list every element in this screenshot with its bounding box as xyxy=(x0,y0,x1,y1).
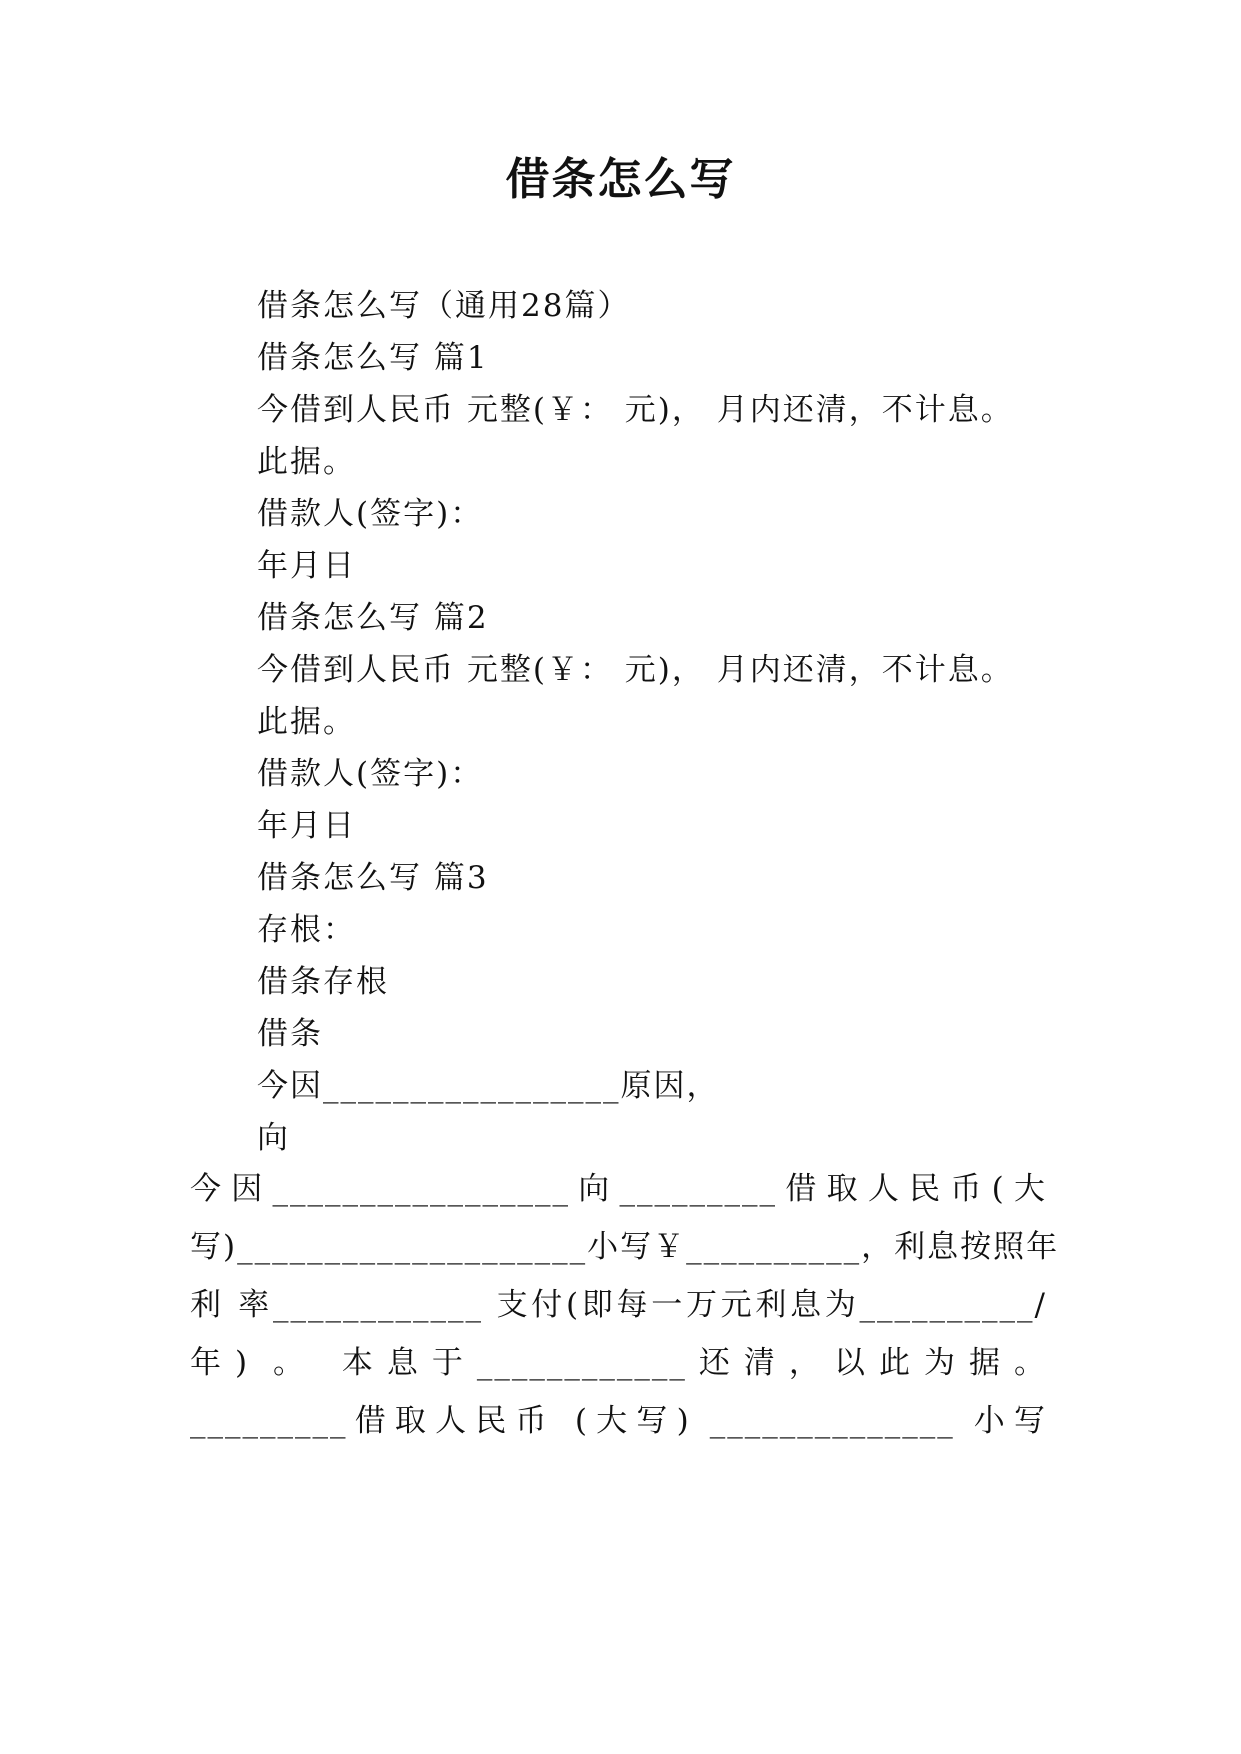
text-line: 借款人(签字)： xyxy=(257,756,484,792)
text-line: 此据。 xyxy=(257,444,356,480)
paragraph-row: 今因_________________向_________借取人民币(大 xyxy=(190,1171,1047,1207)
text-line: 年月日 xyxy=(257,548,356,584)
text-line: 向 xyxy=(257,1120,290,1156)
paragraph-row: 年) 。 本息于____________还清，以此为据。 xyxy=(190,1345,1047,1381)
text-line: 今借到人民币 元整(￥： 元)， 月内还清，不计息。 xyxy=(257,392,1014,428)
paragraph-row: 写)____________________小写￥__________，利息按照年 xyxy=(190,1229,1060,1265)
loan-paragraph xyxy=(190,1160,1060,1450)
paragraph-row: _________借取人民币 (大写) ______________ 小写 xyxy=(190,1403,1047,1439)
paragraph-row: 利 率____________ 支付(即每一万元利息为__________/ xyxy=(190,1287,1047,1323)
text-line: 借条怎么写（通用28篇） xyxy=(257,288,631,324)
text-line: 此据。 xyxy=(257,704,356,740)
document-title: 借条怎么写 xyxy=(505,154,736,205)
text-line: 借条怎么写 篇2 xyxy=(257,600,489,636)
text-line: 借条怎么写 篇3 xyxy=(257,860,489,896)
text-line: 年月日 xyxy=(257,808,356,844)
text-line: 存根： xyxy=(257,912,356,948)
text-line: 今借到人民币 元整(￥： 元)， 月内还清，不计息。 xyxy=(257,652,1014,688)
text-line: 借条怎么写 篇1 xyxy=(257,340,489,376)
text-line: 今因_________________原因， xyxy=(257,1068,720,1104)
text-line: 借款人(签字)： xyxy=(257,496,484,532)
text-line: 借条 xyxy=(257,1016,323,1052)
text-line: 借条存根 xyxy=(257,964,389,1000)
